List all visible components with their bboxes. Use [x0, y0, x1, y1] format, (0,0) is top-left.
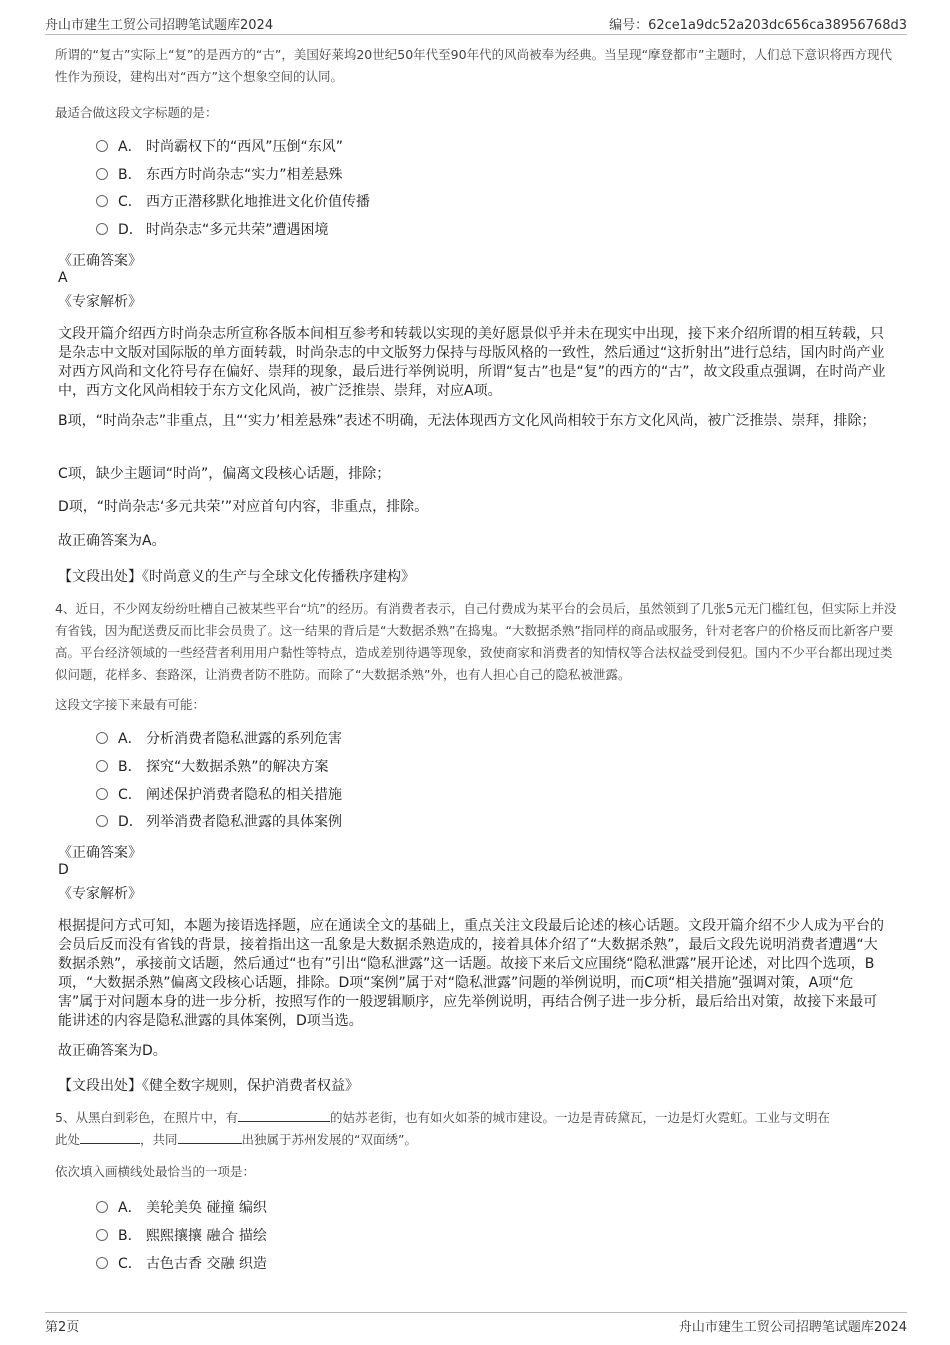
q4-prompt: 这段文字接下来最有可能： — [55, 697, 206, 712]
fill-blank — [238, 1107, 330, 1122]
footer-title: 舟山市建生工贸公司招聘笔试题库2024 — [678, 1320, 907, 1335]
q4-answer: D — [58, 862, 69, 878]
q5-option-b[interactable]: B． 熙熙攘攘 融合 描绘 — [96, 1226, 267, 1246]
q4-option-c[interactable]: C． 阐述保护消费者隐私的相关措施 — [96, 785, 342, 805]
radio-icon[interactable] — [96, 1257, 108, 1269]
radio-icon[interactable] — [96, 788, 108, 800]
q3-option-b[interactable]: B． 东西方时尚杂志“实力”相差悬殊 — [96, 165, 343, 185]
radio-icon[interactable] — [96, 140, 108, 152]
q5-option-c[interactable]: C． 古色古香 交融 织造 — [96, 1254, 267, 1274]
q3-analysis-para: D项，“时尚杂志‘多元共荣’”对应首句内容，非重点，排除。 — [58, 499, 429, 515]
radio-icon[interactable] — [96, 1229, 108, 1241]
q3-source: 【文段出处】《时尚意义的生产与全球文化传播秩序建构》 — [58, 569, 415, 585]
radio-icon[interactable] — [96, 815, 108, 827]
q5-option-a[interactable]: A． 美轮美奂 碰撞 编织 — [96, 1198, 267, 1218]
radio-icon[interactable] — [96, 760, 108, 772]
page-footer — [45, 1312, 907, 1335]
q3-analysis-label: 《专家解析》 — [58, 294, 142, 310]
q3-answer: A — [58, 270, 68, 286]
radio-icon[interactable] — [96, 223, 108, 235]
q3-option-d[interactable]: D． 时尚杂志“多元共荣”遭遇困境 — [96, 220, 329, 240]
radio-icon[interactable] — [96, 1201, 108, 1213]
q5-line-1: 5、从黑白到彩色，在照片中，有 的姑苏老街，也有如火如荼的城市建设。一边是青砖黛瓦，一边是灯火霓虹。工业与文明在 — [55, 1107, 897, 1129]
q3-passage: 所谓的“复古”实际上“复”的是西方的“古”，美国好莱坞20世纪50年代至90年代的风尚被奉为经典。当呈现“摩登都市”主题时，人们总下意识将西方现代性作为预设，建构出对“西方”这个想象空间的认同。 — [55, 47, 893, 84]
q5-prompt: 依次填入画横线处最恰当的一项是： — [55, 1164, 256, 1179]
q3-answer-label: 《正确答案》 — [58, 253, 142, 269]
q3-analysis-para: 文段开篇介绍西方时尚杂志所宣称各版本间相互参考和转载以实现的美好愿景似乎并未在现实中出现，接下来介绍所谓的相互转载，只是杂志中文版对国际版的单方面转载，时尚杂志的中文版努力保持与母版风格的一致性，然后通过“这折射出”进行总结，国内时尚产业对西方风尚和文化符号存在偏好、崇拜的现象，最后进行举例说明，所谓“复古”也是“复”的西方的“古”，故文段重点强调，在时尚产业中，西方文化风尚相较于东方文化风尚，被广泛推崇、崇拜，对应A项。 — [58, 326, 886, 399]
q4-option-d[interactable]: D． 列举消费者隐私泄露的具体案例 — [96, 812, 342, 832]
q4-passage: 4、近日，不少网友纷纷吐槽自己被某些平台“坑”的经历。有消费者表示，自己付费成为某平台的会员后，虽然领到了几张5元无门槛红包，但实际上并没有省钱，因为配送费反而比非会员贵了。这一结果的背后是“大数据杀熟”在捣鬼。“大数据杀熟”指同样的商品或服务，针对老客户的价格反而比新客户要高。平台经济领域的一些经营者利用用户黏性等特点，造成差别待遇等现象，致使商家和消费者的知情权等合法权益受到侵犯。国内不少平台都出现过类似问题，花样多、套路深，让消费者防不胜防。而除了“大数据杀熟”外，也有人担心自己的隐私被泄露。 — [55, 601, 897, 682]
q3-option-a[interactable]: A． 时尚霸权下的“西风”压倒“东风” — [96, 137, 343, 157]
q3-analysis-para: 故正确答案为A。 — [58, 533, 166, 549]
header-doc-id: 编号：62ce1a9dc52a203dc656ca38956768d3 — [609, 18, 907, 33]
q3-prompt: 最适合做这段文字标题的是： — [55, 105, 218, 120]
page-header — [45, 14, 907, 35]
radio-icon[interactable] — [96, 168, 108, 180]
q4-source: 【文段出处】《健全数字规则，保护消费者权益》 — [58, 1078, 359, 1094]
q4-analysis-para: 故正确答案为D。 — [58, 1043, 167, 1059]
q4-analysis-label: 《专家解析》 — [58, 886, 142, 902]
q3-option-c[interactable]: C． 西方正潜移默化地推进文化价值传播 — [96, 192, 370, 212]
q5-passage — [55, 1107, 897, 1151]
q4-analysis-para: 根据提问方式可知，本题为接语选择题，应在通读全文的基础上，重点关注文段最后论述的核心话题。文段开篇介绍不少人成为平台的会员后反而没有省钱的背景，接着指出这一乱象是大数据杀熟造成的，接着具体介绍了“大数据杀熟”，最后文段先说明消费者遭遇“大数据杀熟”，承接前文话题，然后通过“也有”引出“隐私泄露”这一话题。故接下来后文应围绕“隐私泄露”展开论述，对比四个选项，B项，“大数据杀熟”偏离文段核心话题，排除。D项“案例”属于对“隐私泄露”问题的举例说明，而C项“相关措施”强调对策，A项“危害”属于对问题本身的进一步分析，按照写作的一般逻辑顺序，应先举例说明，再结合例子进一步分析，最后给出对策，故接下来最可能讲述的内容是隐私泄露的具体案例，D项当选。 — [58, 918, 884, 1029]
q3-analysis-para: C项，缺少主题词“时尚”，偏离文段核心话题，排除； — [58, 466, 391, 482]
fill-blank — [178, 1129, 242, 1144]
q4-option-b[interactable]: B． 探究“大数据杀熟”的解决方案 — [96, 757, 329, 777]
q4-answer-label: 《正确答案》 — [58, 845, 142, 861]
q4-option-a[interactable]: A． 分析消费者隐私泄露的系列危害 — [96, 729, 342, 749]
q5-line-2: 此处 ，共同 出独属于苏州发展的“双面绣”。 — [55, 1129, 897, 1151]
fill-blank — [80, 1129, 140, 1144]
radio-icon[interactable] — [96, 195, 108, 207]
q3-analysis-para: B项，“时尚杂志”非重点，且“‘实力’相差悬殊”表述不明确，无法体现西方文化风尚相较于东方文化风尚，被广泛推崇、崇拜，排除； — [58, 413, 876, 429]
header-title: 舟山市建生工贸公司招聘笔试题库2024 — [45, 18, 274, 33]
radio-icon[interactable] — [96, 732, 108, 744]
page-number: 第2页 — [45, 1320, 80, 1335]
